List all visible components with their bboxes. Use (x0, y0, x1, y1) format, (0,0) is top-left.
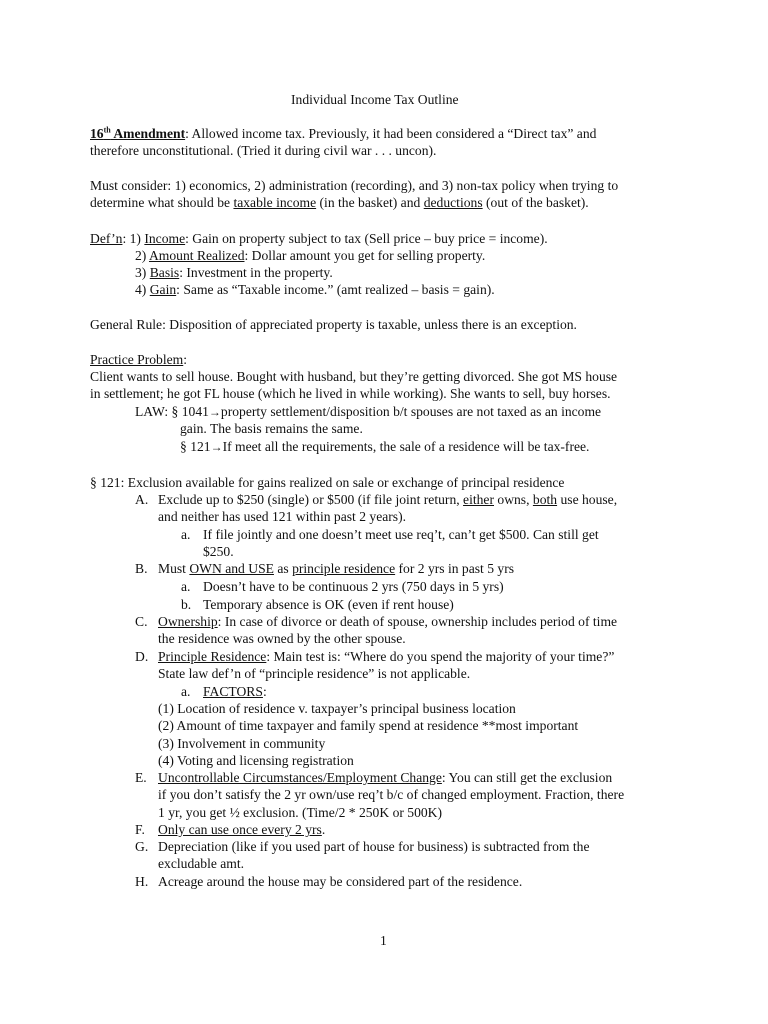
definition-item-amount-realized: 2) Amount Realized: Dollar amount you get for selling property. (135, 248, 486, 263)
item-b-sub-a-letter: a. (181, 579, 191, 594)
item-b-sub-b-letter: b. (181, 597, 192, 612)
factor-item: (4) Voting and licensing registration (158, 753, 354, 768)
item-d-sub-letter: a. (181, 684, 191, 699)
item-f-line1: Only can use once every 2 yrs. (158, 822, 326, 837)
item-e-letter: E. (135, 770, 147, 785)
item-g-line1: Depreciation (like if you used part of house for business) is subtracted from the (158, 839, 590, 854)
factors-heading: FACTORS: (203, 684, 267, 699)
amendment-heading: 16th Amendment (90, 125, 186, 141)
item-h-letter: H. (135, 874, 149, 889)
item-f-letter: F. (135, 822, 145, 837)
factor-item: (3) Involvement in community (158, 736, 326, 751)
section-121-heading: § 121: Exclusion available for gains realized on sale or exchange of principal residence (90, 475, 565, 490)
item-g-line2: excludable amt. (158, 856, 245, 871)
item-a-line2: and neither has used 121 within past 2 years). (158, 509, 407, 524)
consider-line1: Must consider: 1) economics, 2) administration (recording), and 3) non-tax policy when trying to (90, 178, 619, 193)
practice-line2: in settlement; he got FL house (which he lived in while working). She wants to sell, buy horses. (90, 386, 611, 401)
item-c-line2: the residence was owned by the other spouse. (158, 631, 406, 646)
item-a-letter: A. (135, 492, 149, 507)
item-e-line1: Uncontrollable Circumstances/Employment Change: You can still get the exclusion (158, 770, 613, 785)
item-d-line2: State law def’n of “principle residence” is not applicable. (158, 666, 471, 681)
law-1041-line2: gain. The basis remains the same. (180, 421, 363, 436)
factor-item: (2) Amount of time taxpayer and family spend at residence **most important (158, 718, 579, 733)
item-d-line1: Principle Residence: Main test is: “Where do you spend the majority of your time?” (158, 649, 615, 664)
law-1041-line1: LAW: § 1041→property settlement/disposition b/t spouses are not taxed as an income (135, 404, 602, 419)
item-d-letter: D. (135, 649, 149, 664)
factor-item: (1) Location of residence v. taxpayer’s principal business location (158, 701, 516, 716)
item-b-sub-a-text: Doesn’t have to be continuous 2 yrs (750 days in 5 yrs) (203, 579, 504, 594)
item-b-line1: Must OWN and USE as principle residence for 2 yrs in past 5 yrs (158, 561, 515, 576)
item-g-letter: G. (135, 839, 149, 854)
amendment-paragraph-line2: therefore unconstitutional. (Tried it during civil war . . . uncon). (90, 143, 437, 158)
item-e-line3: 1 yr, you get ½ exclusion. (Time/2 * 250K or 500K) (158, 805, 443, 820)
practice-line1: Client wants to sell house. Bought with husband, but they’re getting divorced. She got MS house (90, 369, 618, 384)
consider-line2: determine what should be taxable income (in the basket) and deductions (out of the basket). (90, 195, 589, 210)
item-b-letter: B. (135, 561, 148, 576)
definition-item-basis: 3) Basis: Investment in the property. (135, 265, 333, 280)
item-e-line2: if you don’t satisfy the 2 yr own/use req’t b/c of changed employment. Fraction, there (158, 787, 625, 802)
item-a-sub-line1: If file jointly and one doesn’t meet use req’t, can’t get $500. Can still get (203, 527, 599, 542)
practice-problem-heading: Practice Problem: (90, 352, 188, 367)
arrow-right-icon: → (208, 405, 221, 419)
definition-item-gain: 4) Gain: Same as “Taxable income.” (amt realized – basis = gain). (135, 282, 495, 297)
item-b-sub-b-text: Temporary absence is OK (even if rent house) (203, 597, 454, 612)
general-rule: General Rule: Disposition of appreciated property is taxable, unless there is an exception. (90, 317, 577, 332)
item-c-letter: C. (135, 614, 148, 629)
arrow-right-icon: → (210, 440, 223, 454)
item-a-line1: Exclude up to $250 (single) or $500 (if file joint return, either owns, both use house, (158, 492, 618, 507)
definition-item-income: Def’n: 1) Income: Gain on property subject to tax (Sell price – buy price = income). (90, 231, 548, 246)
item-a-sub-line2: $250. (203, 544, 234, 559)
law-121-line: § 121→If meet all the requirements, the sale of a residence will be tax-free. (180, 439, 590, 454)
item-a-sub-letter: a. (181, 527, 191, 542)
item-c-line1: Ownership: In case of divorce or death of spouse, ownership includes period of time (158, 614, 618, 629)
document-title: Individual Income Tax Outline (291, 92, 459, 107)
page-number: 1 (380, 933, 387, 948)
item-h-line1: Acreage around the house may be considered part of the residence. (158, 874, 523, 889)
amendment-paragraph-line1: 16th Amendment: Allowed income tax. Previously, it had been considered a “Direct tax” and (90, 125, 597, 141)
